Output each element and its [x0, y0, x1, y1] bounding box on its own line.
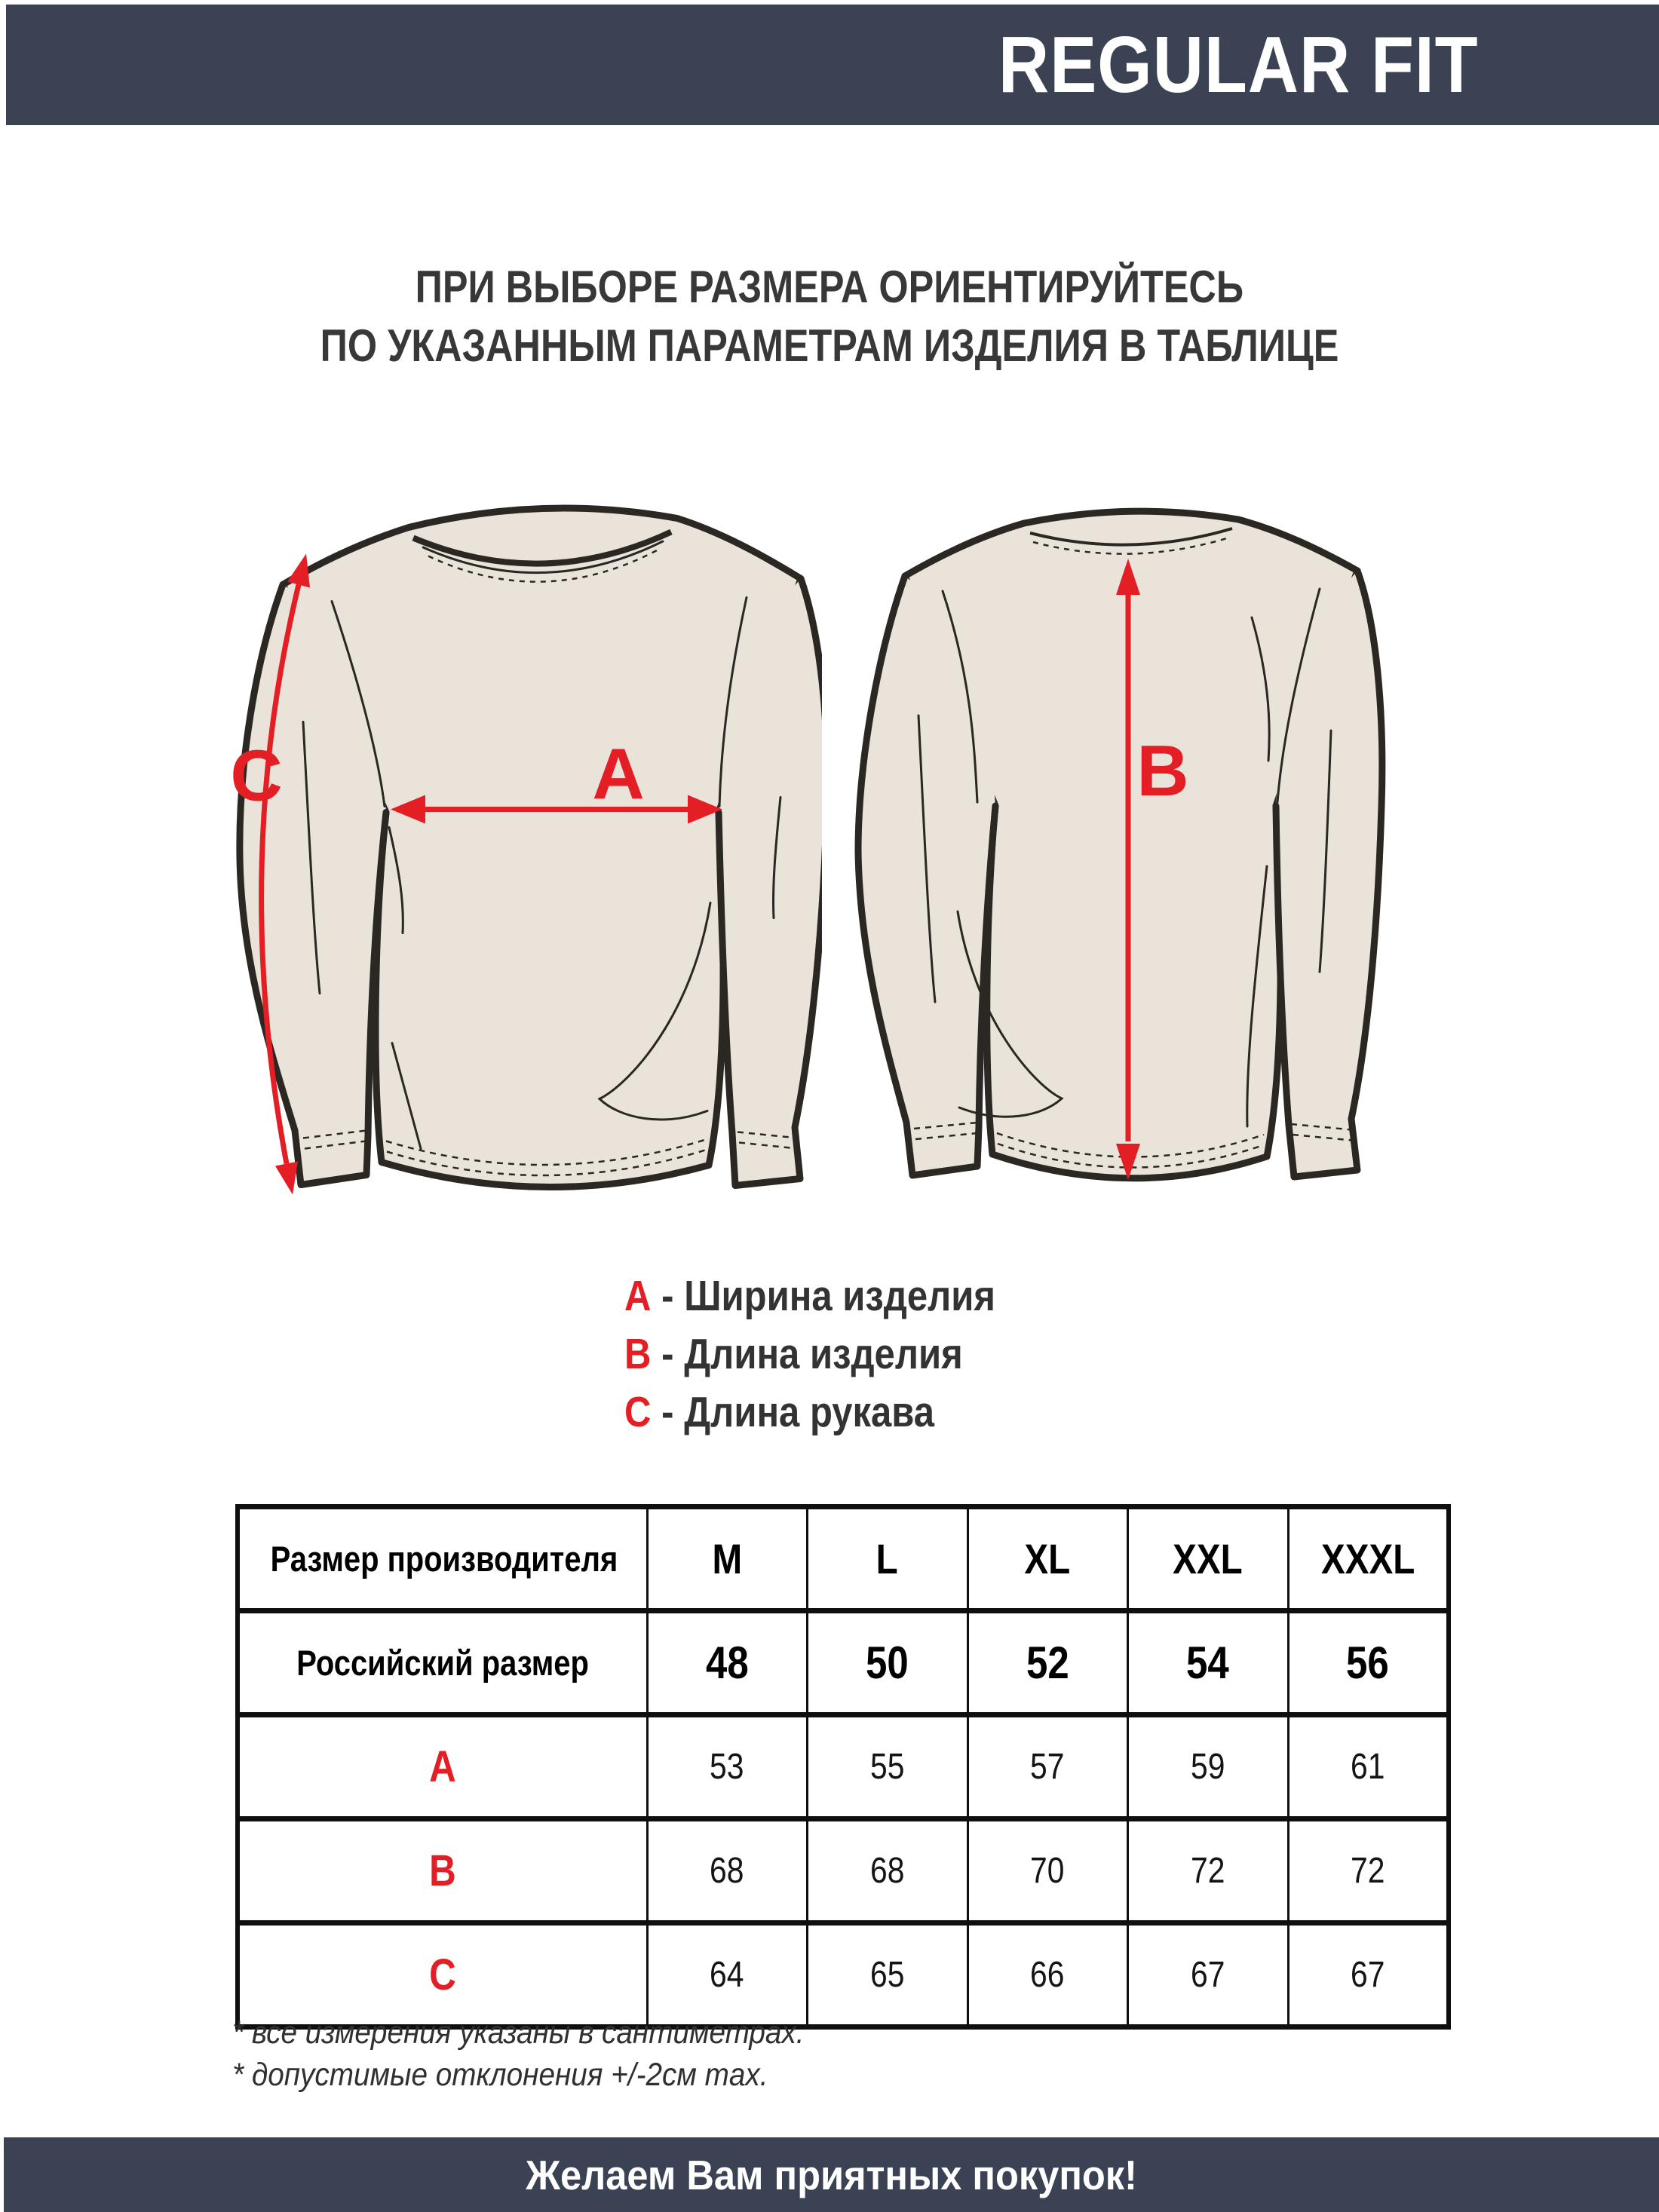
legend-item-b	[624, 1325, 995, 1383]
intro-line-1: ПРИ ВЫБОРЕ РАЗМЕРА ОРИЕНТИРУЙТЕСЬ	[415, 262, 1244, 312]
legend-item-a	[624, 1267, 995, 1325]
measure-cell: 68	[807, 1819, 967, 1923]
footnotes	[232, 2011, 868, 2096]
legend-dash: -	[661, 1387, 674, 1436]
row-header-russian: Российский размер	[238, 1611, 647, 1715]
legend-key-a: A	[624, 1271, 652, 1320]
row-header-c: C	[238, 1923, 647, 2027]
measure-cell: 72	[1127, 1819, 1288, 1923]
table-row-russian-size	[238, 1611, 1449, 1715]
width-label-a: A	[592, 734, 645, 815]
intro-heading	[0, 258, 1659, 375]
measure-cell: 57	[967, 1715, 1127, 1819]
sleeve-label-c: C	[230, 735, 283, 816]
russian-size-cell: 50	[807, 1611, 967, 1715]
size-col-xxxl: XXXL	[1288, 1507, 1449, 1611]
measure-cell: 67	[1288, 1923, 1449, 2027]
russian-size-cell: 52	[967, 1611, 1127, 1715]
intro-line-2: ПО УКАЗАННЫМ ПАРАМЕТРАМ ИЗДЕЛИЯ В ТАБЛИЦЕ	[320, 320, 1339, 371]
row-header-b: B	[238, 1819, 647, 1923]
measure-cell: 53	[647, 1715, 807, 1819]
legend-label-b: Длина изделия	[684, 1329, 963, 1378]
legend-key-b: B	[624, 1329, 652, 1378]
row-header-manufacturer: Размер производителя	[238, 1507, 647, 1611]
measure-cell: 66	[967, 1923, 1127, 2027]
measure-cell: 72	[1288, 1819, 1449, 1923]
measure-cell: 68	[647, 1819, 807, 1923]
legend-dash: -	[661, 1329, 674, 1378]
size-col-m: M	[647, 1507, 807, 1611]
shirt-back-diagram	[845, 489, 1418, 1221]
legend-label-a: Ширина изделия	[684, 1271, 995, 1320]
measure-cell: 59	[1127, 1715, 1288, 1819]
size-col-l: L	[807, 1507, 967, 1611]
size-col-xl: XL	[967, 1507, 1127, 1611]
legend-key-c: C	[624, 1387, 652, 1436]
shirt-front-diagram	[219, 494, 822, 1221]
measure-cell: 67	[1127, 1923, 1288, 2027]
thankyou-message: Желаем Вам приятных покупок!	[526, 2151, 1137, 2198]
measurement-legend	[624, 1267, 1056, 1441]
thankyou-banner	[4, 2137, 1659, 2212]
measure-cell: 64	[647, 1923, 807, 2027]
size-col-xxl: XXL	[1127, 1507, 1288, 1611]
russian-size-cell: 48	[647, 1611, 807, 1715]
footnote-units: * все измерения указаны в сантиметрах.	[232, 2014, 805, 2051]
size-table	[235, 1504, 1451, 2030]
legend-dash: -	[661, 1271, 674, 1320]
footnote-tolerance: * допустимые отклонения +/-2см max.	[232, 2057, 768, 2093]
legend-item-c	[624, 1383, 995, 1441]
measure-cell: 55	[807, 1715, 967, 1819]
russian-size-cell: 56	[1288, 1611, 1449, 1715]
table-row-manufacturer-size	[238, 1507, 1449, 1611]
measure-cell: 61	[1288, 1715, 1449, 1819]
length-label-b: B	[1136, 731, 1189, 811]
fit-type-banner	[6, 5, 1659, 125]
measure-cell: 70	[967, 1819, 1127, 1923]
fit-type-title: REGULAR FIT	[998, 20, 1478, 109]
table-row-measure-a	[238, 1715, 1449, 1819]
row-header-a: A	[238, 1715, 647, 1819]
legend-label-c: Длина рукава	[684, 1387, 935, 1436]
measure-cell: 65	[807, 1923, 967, 2027]
russian-size-cell: 54	[1127, 1611, 1288, 1715]
table-row-measure-b	[238, 1819, 1449, 1923]
